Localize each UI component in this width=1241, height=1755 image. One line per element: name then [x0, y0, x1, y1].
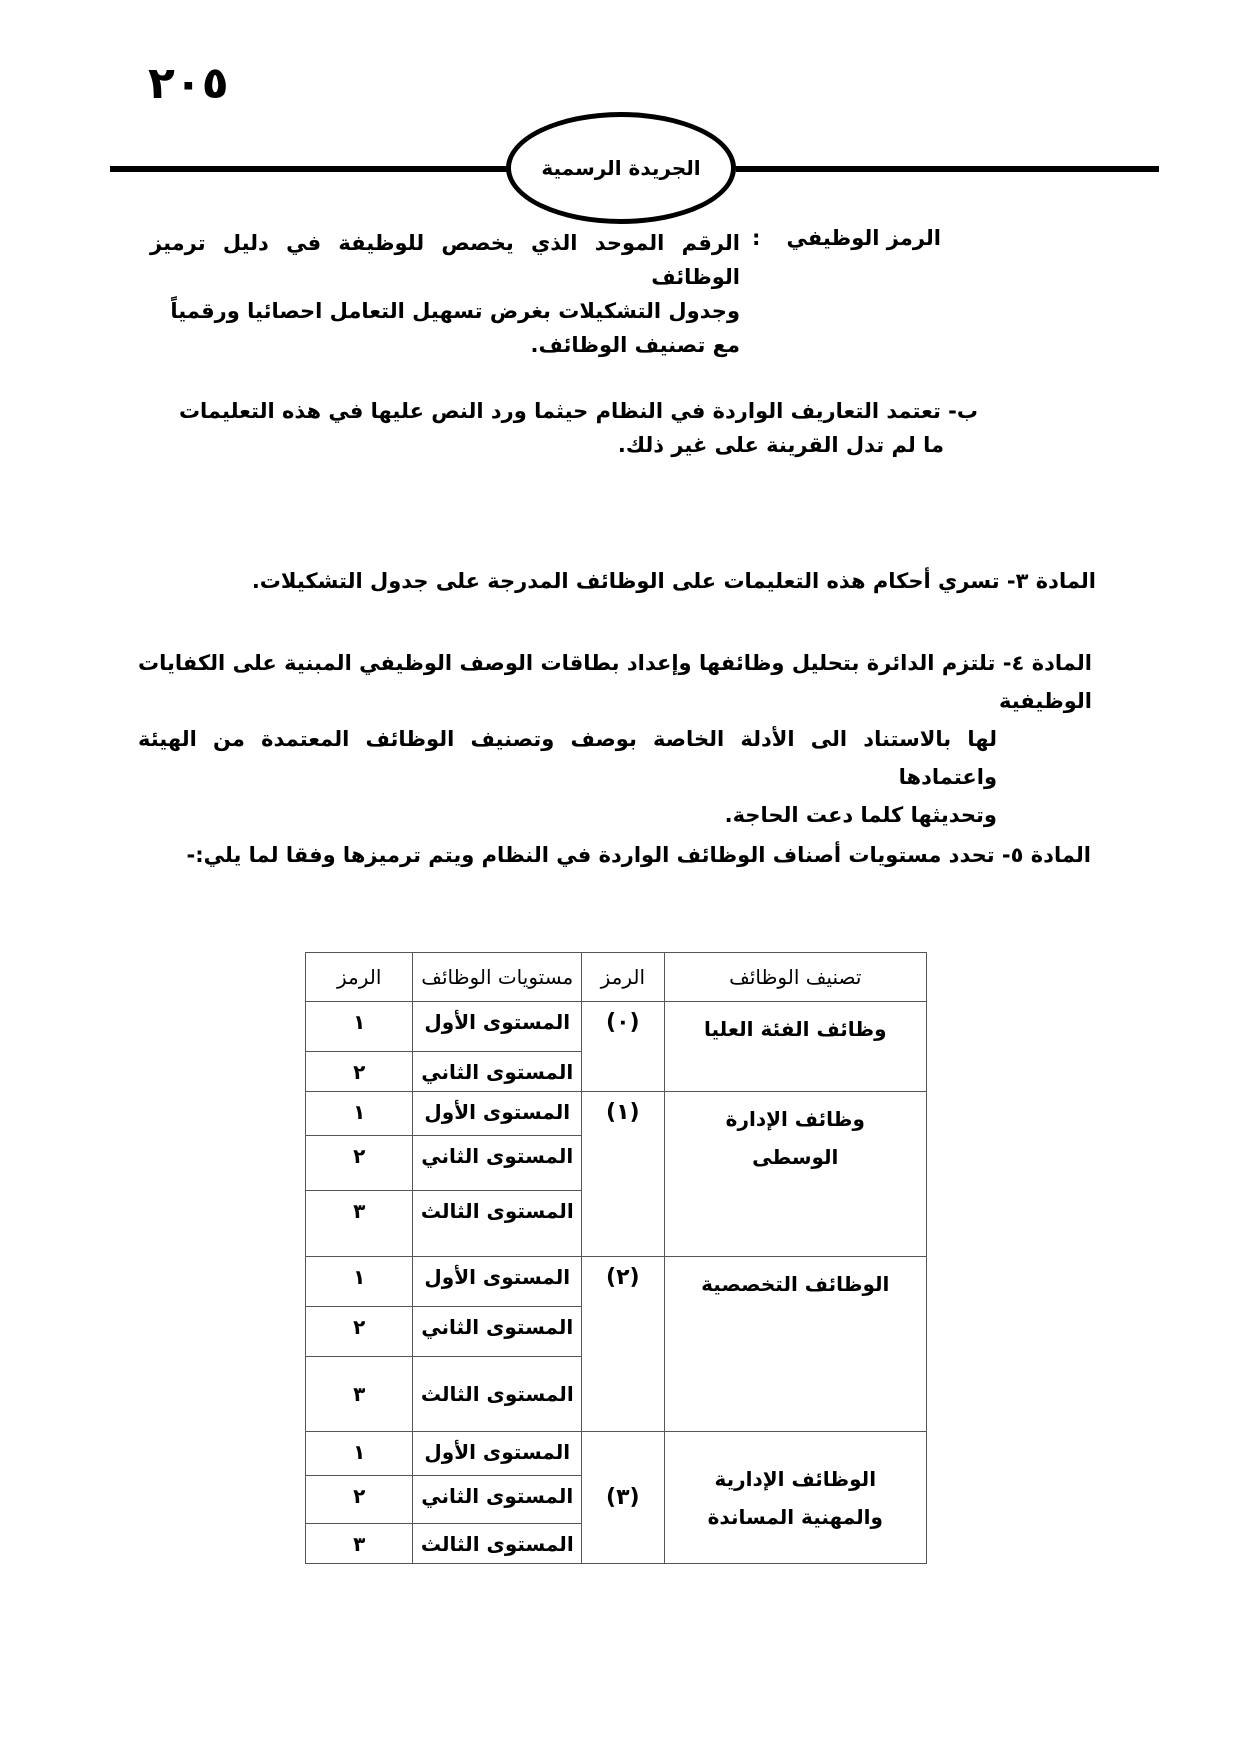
header-levels: مستويات الوظائف	[413, 953, 582, 1002]
table-row	[306, 1257, 927, 1307]
level-cell: المستوى الثالث	[413, 1357, 582, 1432]
definition-line: وجدول التشكيلات بغرض تسهيل التعامل احصائيا ورقمياً	[170, 299, 740, 323]
level-cell: المستوى الأول	[413, 1002, 582, 1052]
level-code-cell: ١	[306, 1092, 413, 1136]
level-code-cell: ٢	[306, 1476, 413, 1524]
definition-colon: :	[752, 226, 761, 250]
paragraph-b-line: ب- تعتمد التعاريف الواردة في النظام حيثما ورد النص عليها في هذه التعليمات	[178, 399, 978, 423]
paragraph-b-line: ما لم تدل القرينة على غير ذلك.	[617, 433, 944, 457]
class-code-cell: (٠)	[582, 1002, 664, 1092]
table-row	[306, 1432, 927, 1476]
class-code-cell: (٢)	[582, 1257, 664, 1432]
table-row	[306, 1092, 927, 1136]
header-level-code: الرمز	[306, 953, 413, 1002]
table-header-row	[306, 953, 927, 1002]
classification-cell: وظائف الإدارة الوسطى	[664, 1092, 926, 1257]
level-code-cell: ٢	[306, 1136, 413, 1191]
class-code-cell: (٣)	[582, 1432, 664, 1564]
level-cell: المستوى الأول	[413, 1432, 582, 1476]
gazette-title: الجريدة الرسمية	[541, 156, 701, 180]
article-4-line: لها بالاستناد الى الأدلة الخاصة بوصف وتصنيف الوظائف المعتمدة من الهيئة واعتمادها	[138, 727, 997, 789]
level-code-cell: ٣	[306, 1191, 413, 1257]
article-3: المادة ٣- تسري أحكام هذه التعليمات على الوظائف المدرجة على جدول التشكيلات.	[251, 569, 1096, 593]
header-rule-right	[736, 166, 1159, 172]
level-code-cell: ١	[306, 1002, 413, 1052]
level-code-cell: ٢	[306, 1052, 413, 1092]
level-cell: المستوى الثاني	[413, 1307, 582, 1357]
definition-line: الرقم الموحد الذي يخصص للوظيفة في دليل ترميز الوظائف	[150, 231, 740, 289]
article-5: المادة ٥- تحدد مستويات أصناف الوظائف الواردة في النظام ويتم ترميزها وفقا لما يلي:-	[186, 843, 1091, 867]
level-cell: المستوى الثاني	[413, 1476, 582, 1524]
article-4-line: المادة ٤- تلتزم الدائرة بتحليل وظائفها وإعداد بطاقات الوصف الوظيفي المبنية على الكفايات الوظيفية	[138, 651, 1092, 713]
level-cell: المستوى الثالث	[413, 1191, 582, 1257]
class-code-cell: (١)	[582, 1092, 664, 1257]
classification-cell: الوظائف الإدارية والمهنية المساندة	[664, 1432, 926, 1564]
job-classification-table	[305, 952, 927, 1564]
classification-cell: وظائف الفئة العليا	[664, 1002, 926, 1092]
table-row	[306, 1002, 927, 1052]
level-cell: المستوى الأول	[413, 1092, 582, 1136]
level-cell: المستوى الثاني	[413, 1052, 582, 1092]
paragraph-b	[138, 394, 978, 462]
definition-text	[150, 226, 740, 362]
header-classification: تصنيف الوظائف	[664, 953, 926, 1002]
header-rule-left	[110, 166, 510, 172]
level-cell: المستوى الأول	[413, 1257, 582, 1307]
page-number: ٢٠٥	[148, 58, 229, 109]
header-ellipse	[506, 112, 736, 224]
definition-term: الرمز الوظيفي	[786, 226, 941, 250]
level-cell: المستوى الثالث	[413, 1524, 582, 1564]
level-code-cell: ٣	[306, 1357, 413, 1432]
classification-cell: الوظائف التخصصية	[664, 1257, 926, 1432]
level-code-cell: ٣	[306, 1524, 413, 1564]
level-code-cell: ١	[306, 1257, 413, 1307]
level-cell: المستوى الثاني	[413, 1136, 582, 1191]
level-code-cell: ٢	[306, 1307, 413, 1357]
level-code-cell: ١	[306, 1432, 413, 1476]
article-4	[138, 644, 1092, 834]
header-class-code: الرمز	[582, 953, 664, 1002]
definition-line: مع تصنيف الوظائف.	[530, 333, 740, 357]
article-4-line: وتحديثها كلما دعت الحاجة.	[724, 803, 997, 827]
